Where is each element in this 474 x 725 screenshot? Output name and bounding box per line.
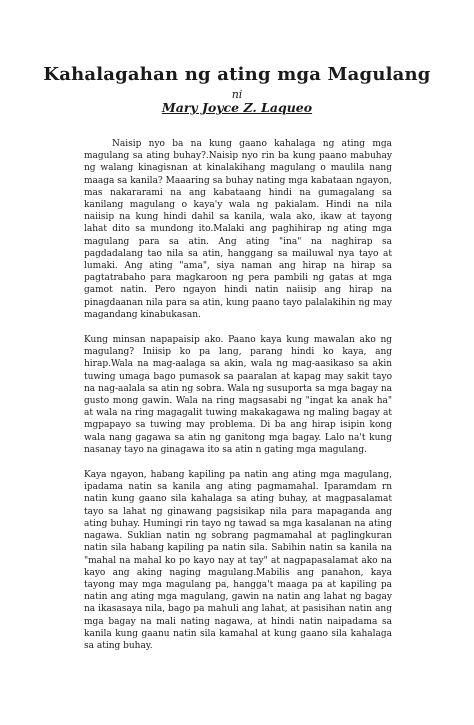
- paragraph-3: Kaya ngayon, habang kapiling pa natin ang ating mga magulang, ipadama natin sa kanila ang ating pagmamahal. Iparamdam rn natin kung gaano sila kahalaga sa ating buhay, at magpasalamat tayo sa lahat ng ginawang pagsisikap nila para mapaganda ang ating buhay. Humingi rin tayo ng tawad sa mga kasalanan na ating nagawa. Suklian natin ng sobrang pagmamahal at paglingkuran natin sila habang kapiling pa natin sila. Sabihin natin sa kanila na "mahal na mahal ko po kayo nay at tay" at nagpapasalamat ako na kayo ang aking naging magulang.Mabilis ang panahon, kaya tayong may mga magulang pa, hangga't maaga pa at kapiling pa natin ang ating mga magulang, gawin na natin ang lahat ng bagay na ikasasaya nila, bago pa mahuli ang lahat, at pasisihan natin ang mga bagay na mali nating nagawa, at hindi natin naipadama sa kanila kung gaanu natin sila kamahal at kung gaano sila kahalaga sa ating buhay.: [84, 470, 392, 651]
- document-title: Kahalagahan ng ating mga Magulang: [43, 64, 431, 85]
- essay-body: [84, 138, 392, 665]
- paragraph-2: Kung minsan napapaisip ako. Paano kaya kung mawalan ako ng magulang? Iniisip ko pa lang, parang hindi ko kaya, ang hirap.Wala na mag-aalaga sa akin, wala ng mag-aasikaso sa akin tuwing umaga bago pumasok sa paaralan at kapag may sakit tayo na nag-aalala sa atin ng sobra. Wala ng susuporta sa mga bagay na gusto mong gawin. Wala na ring magsasabi ng "ingat ka anak ha" at wala na ring magagalit tuwing makakagawa ng maling bagay at mgpapayo sa tuwing may problema. Di ba ang hirap isipin kong wala nang gagawa sa atin ng ganitong mga bagay. Lalo na't kung nasanay tayo na ginagawa ito sa atin n gating mga magulang.: [84, 335, 392, 455]
- author-name: Mary Joyce Z. Laqueo: [161, 100, 313, 115]
- paragraph-1: Naisip nyo ba na kung gaano kahalaga ng ating mga magulang sa ating buhay?.Naisip nyo rin ba kung paano mabuhay ng walang kinagisnan at kinalakihang magulang o maulila nang maaga sa kanila? Maaaring sa buhay nating mga kabataan ngayon, mas nakararami na ang kabataang hindi na gumagalang sa kanilang magulang o kaya'y wala ng pakialam. Hindi na nila naiisip na kung hindi dahil sa kanila, wala ako, ikaw at tayong lahat dito sa mundong ito.Malaki ang paghihirap ng ating mga magulang para sa atin. Ang ating "ina" na naghirap sa pagdadalang tao nila sa atin, hanggang sa mailuwal nya tayo at lumaki. Ang ating "ama", siya naman ang hirap na hirap sa pagtatrabaho para magkaroon ng pera pambili ng gatas at mga gamot natin. Pero ngayon hindi natin naiisip ang hirap na pinagdaanan nila para sa atin, kung paano tayo palalakihin ng may magandang kinabukasan.: [84, 139, 392, 320]
- byline: ni: [231, 88, 243, 101]
